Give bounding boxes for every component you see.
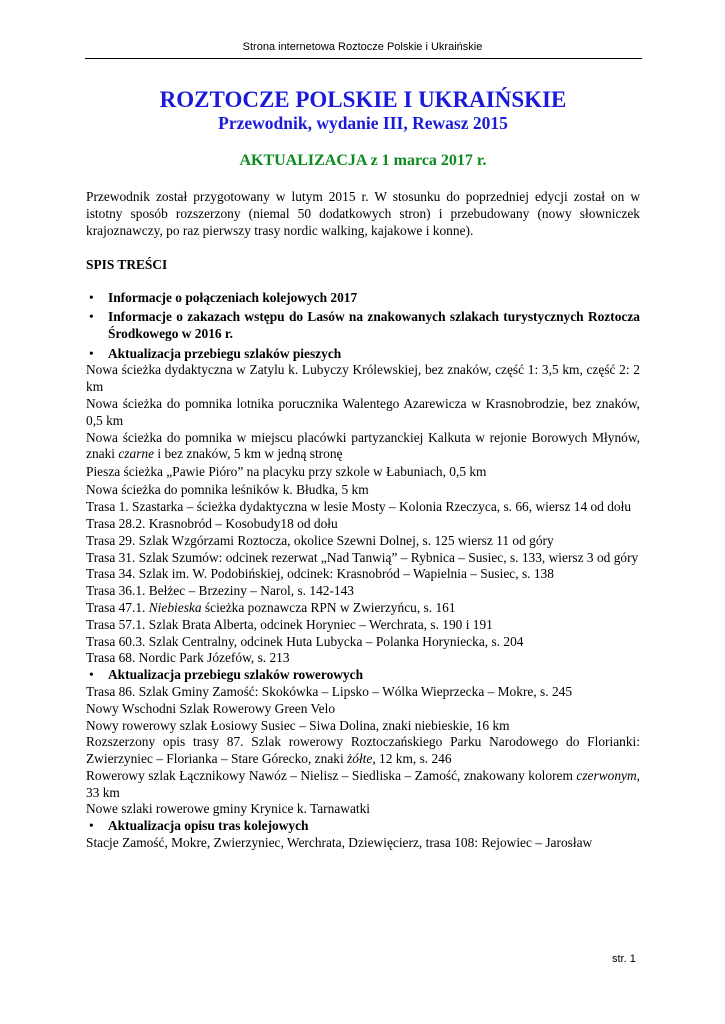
toc-item-label: Aktualizacja przebiegu szlaków pieszych: [108, 345, 342, 361]
page-number: str. 1: [612, 953, 636, 965]
toc-item-forest-ban: [86, 309, 640, 343]
list-item: Trasa 31. Szlak Szumów: odcinek rezerwat „Nad Tanwią” – Rybnica – Susiec, s. 133, wiersz 3 od góry: [86, 549, 639, 565]
toc-item-rail-routes: [86, 818, 640, 835]
list-item: Nowa ścieżka dydaktyczna w Zatylu k. Lubyczy Królewskiej, bez znaków, część 1: 3,5 km, część 2: 2 km: [86, 362, 640, 395]
list-item: Trasa 29. Szlak Wzgórzami Roztocza, okolice Szewni Dolnej, s. 125 wiersz 11 od góry: [86, 532, 554, 548]
list-item: Nowy Wschodni Szlak Rowerowy Green Velo: [86, 700, 336, 716]
list-item: Nowa ścieżka do pomnika leśników k. Błudka, 5 km: [86, 481, 369, 497]
toc-item-label: Informacje o połączeniach kolejowych 2017: [108, 290, 358, 306]
toc-item-foot-trails: [86, 346, 640, 363]
text-run: , 33 km: [86, 767, 640, 800]
list-item: [86, 600, 640, 617]
italic-run: Niebieska: [148, 599, 202, 615]
list-item: Trasa 60.3. Szlak Centralny, odcinek Huta Lubycka – Polanka Horyniecka, s. 204: [86, 633, 524, 649]
list-item: Trasa 34. Szlak im. W. Podobińskiej, odcinek: Krasnobród – Wapielnia – Susiec, s. 138: [86, 566, 554, 582]
list-item: [86, 430, 640, 464]
bullet-icon: •: [89, 667, 94, 683]
toc-item-label: Aktualizacja przebiegu szlaków rowerowych: [108, 667, 364, 683]
list-item: Trasa 86. Szlak Gminy Zamość: Skokówka – Lipsko – Wólka Wieprzecka – Mokre, s. 245: [86, 683, 573, 699]
update-prefix: AKTUALIZACJA z: [239, 152, 382, 169]
text-run: Trasa 47.1.: [86, 599, 149, 615]
list-item: Trasa 1. Szastarka – ścieżka dydaktyczna w lesie Mosty – Kolonia Rzeczyca, s. 66, wiersz 14 od dołu: [86, 499, 632, 515]
toc-list: [86, 290, 640, 852]
text-run: Rozszerzony opis trasy 87. Szlak rowerowy Roztoczańskiego Parku Narodowego do Florianki: Zwierzyniec – Florianka – Stare Górecko, znaki: [86, 734, 640, 767]
document-body: [86, 87, 640, 852]
list-item: Piesza ścieżka „Pawie Pióro” na placyku przy szkole w Łabuniach, 0,5 km: [86, 464, 487, 480]
italic-run: czerwonym: [576, 767, 637, 783]
update-line: [86, 151, 640, 171]
list-item: [86, 768, 640, 802]
text-run: , 12 km, s. 246: [372, 751, 452, 767]
list-item: Trasa 68. Nordic Park Józefów, s. 213: [86, 650, 290, 666]
header-divider: [85, 58, 642, 59]
toc-item-rail-info: [86, 290, 640, 307]
list-item: Nowa ścieżka do pomnika lotnika porucznika Walentego Azarewicza w Krasnobrodzie, bez znaków, 0,5 km: [86, 395, 640, 428]
text-run: i bez znaków, 5 km w jedną stronę: [154, 446, 343, 462]
text-run: ścieżka poznawcza RPN w Zwierzyńcu, s. 161: [201, 599, 456, 615]
bullet-icon: •: [89, 345, 94, 361]
update-date: 1 marca 2017 r.: [381, 152, 487, 169]
document-subtitle: Przewodnik, wydanie III, Rewasz 2015: [218, 113, 508, 133]
text-run: Nowa ścieżka do pomnika w miejscu placówki partyzanckiej Kalkuta w rejonie Borowych Młynów, znaki: [86, 429, 640, 462]
list-item: [86, 734, 640, 768]
list-item: Nowe szlaki rowerowe gminy Krynice k. Tarnawatki: [86, 801, 371, 817]
list-item: Nowy rowerowy szlak Łosiowy Susiec – Siwa Dolina, znaki niebieskie, 16 km: [86, 717, 510, 733]
text-run: Rowerowy szlak Łącznikowy Nawóz – Nielisz – Siedliska – Zamość, znakowany kolorem: [86, 767, 577, 783]
document-title: ROZTOCZE POLSKIE I UKRAIŃSKIE: [159, 87, 567, 112]
list-item: Trasa 57.1. Szlak Brata Alberta, odcinek Horyniec – Werchrata, s. 190 i 191: [86, 616, 493, 632]
bullet-icon: •: [89, 290, 94, 306]
list-item: Trasa 28.2. Krasnobród – Kosobudy18 od dołu: [86, 515, 338, 531]
running-header: Strona internetowa Roztocze Polskie i Ukraińskie: [242, 41, 483, 53]
toc-item-label: Aktualizacja opisu tras kolejowych: [108, 818, 309, 834]
bullet-icon: •: [89, 309, 94, 325]
list-item: Trasa 36.1. Bełżec – Brzeziny – Narol, s. 142-143: [86, 583, 355, 599]
toc-heading: SPIS TREŚCI: [86, 257, 168, 273]
toc-item-bike-trails: [86, 667, 640, 684]
italic-run: czarne: [118, 446, 155, 462]
italic-run: żółte: [347, 751, 373, 767]
list-item: Stacje Zamość, Mokre, Zwierzyniec, Werchrata, Dziewięcierz, trasa 108: Rejowiec – Jarosław: [86, 835, 593, 851]
bullet-icon: •: [89, 818, 94, 834]
intro-paragraph: Przewodnik został przygotowany w lutym 2015 r. W stosunku do poprzedniej edycji został on w istotny sposób rozszerzony (niemal 50 dodatkowych stron) i przebudowany (nowy słowniczek krajoznawczy, po raz pierwszy trasy nordic walking, kajakowe i konne).: [86, 189, 640, 238]
toc-item-label: Informacje o zakazach wstępu do Lasów na znakowanych szlakach turystycznych Roztocza Środkowego w 2016 r.: [108, 309, 640, 342]
